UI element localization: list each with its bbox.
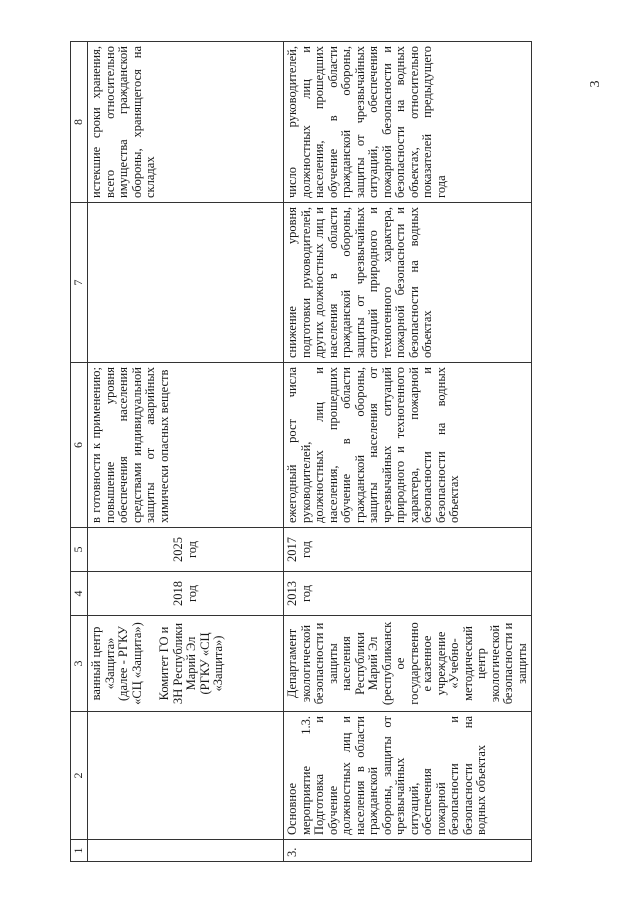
cell-consequences [88,203,284,363]
table-row-3 [284,42,532,862]
cell-indicator: истекшие сроки хранения, всего относительно имущества гражданской обороны, хранящегося на складах [88,42,284,203]
cell-executor [88,616,284,712]
cell-num: 3. [284,840,532,862]
rotated-table-container [70,42,630,862]
start-year: 2018 год [171,581,199,606]
cell-executor: Департамент экологической безопасности и защиты населения Республики Марий Эл (республиканское государственное казенное учреждение «Учебно-методический центр экологической безопасности и защиты [284,616,532,712]
executor-text-b: Комитет ГО и ЗН Республики Марий Эл (РГКУ «СЦ «Защита») [157,622,225,705]
cell-end-year: 2017 год [284,528,532,572]
end-year: 2025 год [171,537,199,562]
measures-table [70,41,532,862]
cell-consequences: снижение уровня подготовки руководителей, других должностных лиц и населения в области гражданской обороны, защиты от чрезвычайных ситуаций природного и техногенного характера, пожарной безопасности и безопасности на водных объектах [284,203,532,363]
cell-indicator: число руководителей, должностных лиц и населения, прошедших обучение в области гражданской обороны, защиты от чрезвычайных ситуаций, обеспечения пожарной безопасности и безопасности на водных объектах, относительно показателей предыдущего года [284,42,532,203]
header-cell-5: 5 [71,528,88,572]
cell-end-year [88,528,284,572]
header-cell-1: 1 [71,840,88,862]
header-cell-2: 2 [71,712,88,840]
header-cell-3: 3 [71,616,88,712]
header-cell-8: 8 [71,42,88,203]
cell-measure [88,712,284,840]
cell-measure: Основное мероприятие 1.3. Подготовка и обучение должностных лиц и населения в области гражданской обороны, защиты от чрезвычайных ситуаций, обеспечения пожарной безопасности и безопасности на водных объектах [284,712,532,840]
executor-text-a: ванный центр «Защита» (далее - РГКУ «СЦ «Защита») [89,622,144,705]
header-cell-6: 6 [71,363,88,528]
table-row-continuation [88,42,284,862]
cell-num [88,840,284,862]
cell-start-year [88,572,284,616]
cell-expected-result: ежегодный рост числа руководителей, должностных лиц и населения, прошедших обучение в области гражданской обороны, защиты населения от чрезвычайных ситуаций природного и техногенного характера, пожарной безопасности и безопасности на водных объектах [284,363,532,528]
header-cell-7: 7 [71,203,88,363]
page-number: 3 [588,80,603,88]
cell-start-year: 2013 год [284,572,532,616]
header-cell-4: 4 [71,572,88,616]
header-row [71,42,88,862]
cell-expected-result: в готовности к применению; повышение уровня обеспечения населения средствами индивидуальной защиты от аварийных химически опасных веществ [88,363,284,528]
